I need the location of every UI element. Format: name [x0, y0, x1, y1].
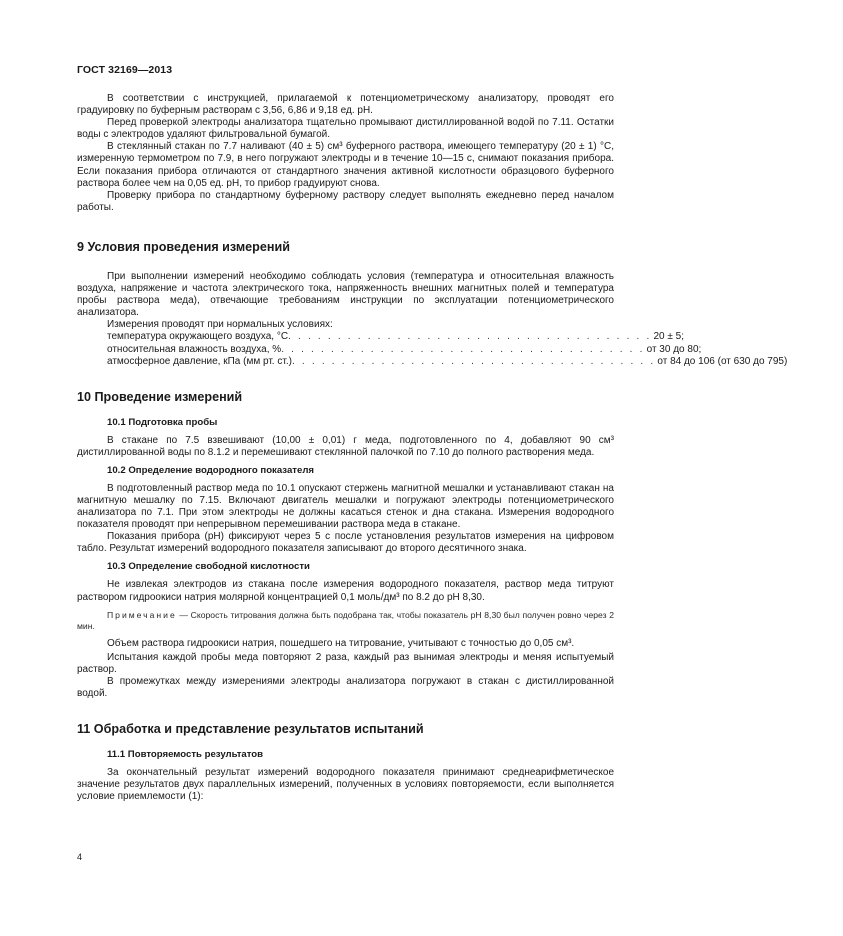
paragraph: Не извлекая электродов из стакана после измерения водородного показателя, раствор меда титруют раствором гидроокиси натрия молярной концентрацией 0,1 моль/дм³ по 8.2 до pH 8,30. [77, 579, 614, 603]
condition-value: от 30 до 80; [646, 343, 702, 355]
note-text: — Скорость титрования должна быть подобрана так, чтобы показатель pH 8,30 был получен ровно через 2 мин. [77, 609, 614, 631]
subsection-heading: 10.2 Определение водородного показателя [107, 464, 315, 476]
condition-label: относительная влажность воздуха, % [107, 343, 282, 355]
note [77, 610, 614, 632]
paragraph: В соответствии с инструкцией, прилагаемой к потенциометрическому анализатору, проводят его градуировку по буферным растворам с 3,56, 6,86 и 9,18 ед. pH. [77, 93, 614, 117]
paragraph: В промежутках между измерениями электроды анализатора погружают в стакан с дистиллированной водой. [77, 675, 614, 699]
subsection-heading: 11.1 Повторяемость результатов [107, 749, 264, 760]
condition-row [77, 331, 684, 343]
note-label: Примечание [107, 609, 177, 620]
document-header: ГОСТ 32169—2013 [77, 64, 173, 76]
paragraph: Измерения проводят при нормальных условиях: [107, 319, 333, 331]
page-number: 4 [77, 852, 83, 862]
section-heading: 10 Проведение измерений [77, 389, 243, 404]
paragraph: Проверку прибора по стандартному буферному раствору следует выполнять ежедневно перед началом работы. [77, 189, 614, 213]
paragraph: За окончательный результат измерений водородного показателя принимают среднеарифметическое значение результатов двух параллельных измерений, полученных в условиях повторяемости, если выполняется условие приемлемости (1): [77, 767, 614, 803]
condition-value: от 84 до 106 (от 630 до 795) [657, 355, 788, 367]
condition-row [77, 355, 788, 368]
paragraph: В стеклянный стакан по 7.7 наливают (40 ± 5) см³ буферного раствора, имеющего температуру (20 ± 1) °С, измеренную термометром по 7.9, в него погружают электроды и в течение 10—15 с, снимают показания прибора. Если показания прибора отличаются от стандартного значения активной кислотности образцового буферного раствора более чем на 0,05 ед. pH, то прибор градуируют снова. [77, 141, 614, 189]
subsection-heading: 10.3 Определение свободной кислотности [107, 561, 310, 573]
subsection-heading: 10.1 Подготовка пробы [107, 416, 218, 428]
paragraph: Перед проверкой электроды анализатора тщательно промывают дистиллированной водой по 7.11. Остатки воды с электродов удаляют фильтровальной бумагой. [77, 117, 614, 141]
paragraph: В подготовленный раствор меда по 10.1 опускают стержень магнитной мешалки и устанавливают стакан на магнитную мешалку по 7.15. Включают двигатель мешалки и погружают электроды потенциометрического анализатора по 7.1. При этом электроды не должны касаться стенок и дна стакана. Измерения водородного показателя проводят при непрерывном перемешивании раствора меда в стакане. [77, 482, 614, 531]
leader-dots: . . . . . . . . . . . . . . . . . . . . . . . . . . . . . . . . . . . . . [291, 355, 656, 367]
condition-value: 20 ± 5; [653, 331, 684, 343]
paragraph: В стакане по 7.5 взвешивают (10,00 ± 0,01) г меда, подготовленного по 4, добавляют 90 см³ дистиллированной воды по 8.1.2 и перемешивают стеклянной палочкой по 7.10 до полного растворения меда. [77, 434, 614, 458]
paragraph: Показания прибора (pH) фиксируют через 5 с после установления результатов измерения на цифровом табло. Результат измерений водородного показателя записывают до второго десятичного знака. [77, 531, 614, 555]
leader-dots: . . . . . . . . . . . . . . . . . . . . . . . . . . . . . . . . . . . . . [281, 343, 645, 355]
condition-label: температура окружающего воздуха, °С [107, 331, 289, 343]
section-heading: 11 Обработка и представление результатов испытаний [77, 722, 424, 736]
paragraph: Объем раствора гидроокиси натрия, пошедшего на титрование, учитывают с точностью до 0,05 см³. [107, 638, 575, 650]
condition-row [77, 343, 702, 356]
paragraph: При выполнении измерений необходимо соблюдать условия (температура и относительная влажность воздуха, напряжение и частота электрического тока, напряженность внешних магнитных полей и температура пробы раствора меда), отвечающие требованиям инструкции по эксплуатации потенциометрического анализатора. [77, 270, 614, 319]
document-body [77, 93, 788, 803]
condition-label: атмосферное давление, кПа (мм рт. ст.) [107, 355, 292, 367]
section-heading: 9 Условия проведения измерений [77, 239, 290, 254]
leader-dots: . . . . . . . . . . . . . . . . . . . . . . . . . . . . . . . . . . . . . [288, 331, 652, 343]
paragraph: Испытания каждой пробы меда повторяют 2 раза, каждый раз вынимая электроды и меняя испытуемый раствор. [77, 651, 614, 675]
